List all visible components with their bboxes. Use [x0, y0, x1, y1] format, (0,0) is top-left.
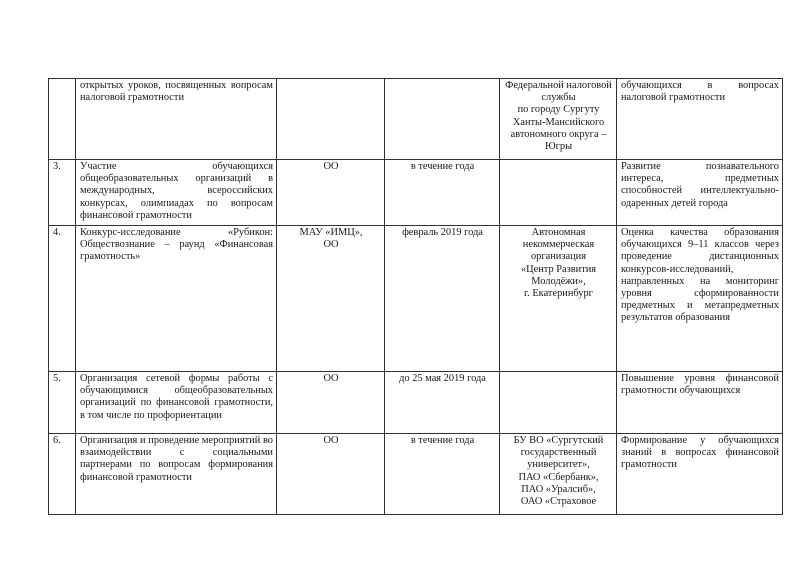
partner-line: организация	[530, 251, 586, 263]
row-partners	[500, 226, 617, 372]
row-deadline: в течение года	[385, 434, 500, 515]
row-result: Развитие познавательного интереса, предметных способностей интеллектуально-одаренных детей города	[617, 160, 783, 226]
table-row	[49, 160, 783, 226]
row-deadline: до 25 мая 2019 года	[385, 372, 500, 434]
row-number: 5.	[49, 372, 76, 434]
row-partners	[500, 79, 617, 160]
partner-line: автономного округа –	[510, 128, 607, 140]
partner-line: г. Екатеринбург	[524, 288, 593, 300]
row-description: Организация и проведение мероприятий во взаимодействии с социальными партнерами по вопросам формирования финансовой грамотности	[76, 434, 277, 515]
row-executor: ОО	[277, 434, 385, 515]
row-executor	[277, 79, 385, 160]
row-deadline: февраль 2019 года	[385, 226, 500, 372]
partner-line: БУ ВО «Сургутский	[513, 435, 604, 446]
row-executor: ОО	[277, 160, 385, 226]
executor-line: МАУ «ИМЦ»,	[299, 227, 363, 238]
table-row	[49, 434, 783, 515]
row-number	[49, 79, 76, 160]
row-partners	[500, 434, 617, 515]
partner-line: Молодёжи»,	[531, 275, 586, 287]
table-row	[49, 79, 783, 160]
table-row	[49, 372, 783, 434]
partner-line: университет»,	[527, 459, 590, 471]
row-result: Повышение уровня финансовой грамотности обучающихся	[617, 372, 783, 434]
partner-line: «Центр Развития	[520, 263, 597, 275]
row-executor	[277, 226, 385, 372]
row-number: 6.	[49, 434, 76, 515]
row-description: Конкурс-исследование «Рубикон: Обществознание – раунд «Финансовая грамотность»	[76, 226, 277, 372]
table-row	[49, 226, 783, 372]
partner-line: Югры	[544, 141, 573, 153]
row-result: обучающихся в вопросах налоговой грамотности	[617, 79, 783, 160]
row-number: 3.	[49, 160, 76, 226]
row-description: Организация сетевой формы работы с обучающимися общеобразовательных организаций по финансовой грамотности, в том числе по профориентации	[76, 372, 277, 434]
row-partners	[500, 160, 617, 226]
partner-line: Федеральной налоговой	[505, 80, 612, 91]
partner-line: ОАО «Страховое	[520, 496, 597, 508]
activity-plan-table	[48, 78, 783, 515]
row-number: 4.	[49, 226, 76, 372]
partner-line: по городу Сургуту	[517, 104, 600, 116]
partner-line: ПАО «Сбербанк»,	[518, 471, 599, 483]
partner-line: службы	[541, 92, 576, 104]
row-result: Оценка качества образования обучающихся 9–11 классов через проведение дистанционных конкурсов-исследований, направленных на мониторинг уровня сформированности предметных и метапредметных результатов образования	[617, 226, 783, 372]
partner-line: Автономная	[531, 227, 586, 238]
partner-line: государственный	[520, 447, 597, 459]
row-description: открытых уроков, посвященных вопросам налоговой грамотности	[76, 79, 277, 160]
partner-line: ПАО «Уралсиб»,	[521, 483, 596, 495]
partner-line: Ханты-Мансийского	[512, 116, 605, 128]
row-deadline: в течение года	[385, 160, 500, 226]
executor-line: ОО	[323, 239, 339, 251]
row-result: Формирование у обучающихся знаний в вопросах финансовой грамотности	[617, 434, 783, 515]
partner-line: некоммерческая	[522, 239, 595, 251]
row-partners	[500, 372, 617, 434]
row-description: Участие обучающихся общеобразовательных организаций в международных, всероссийских конкурсах, олимпиадах по вопросам финансовой грамотности	[76, 160, 277, 226]
row-executor: ОО	[277, 372, 385, 434]
row-deadline	[385, 79, 500, 160]
